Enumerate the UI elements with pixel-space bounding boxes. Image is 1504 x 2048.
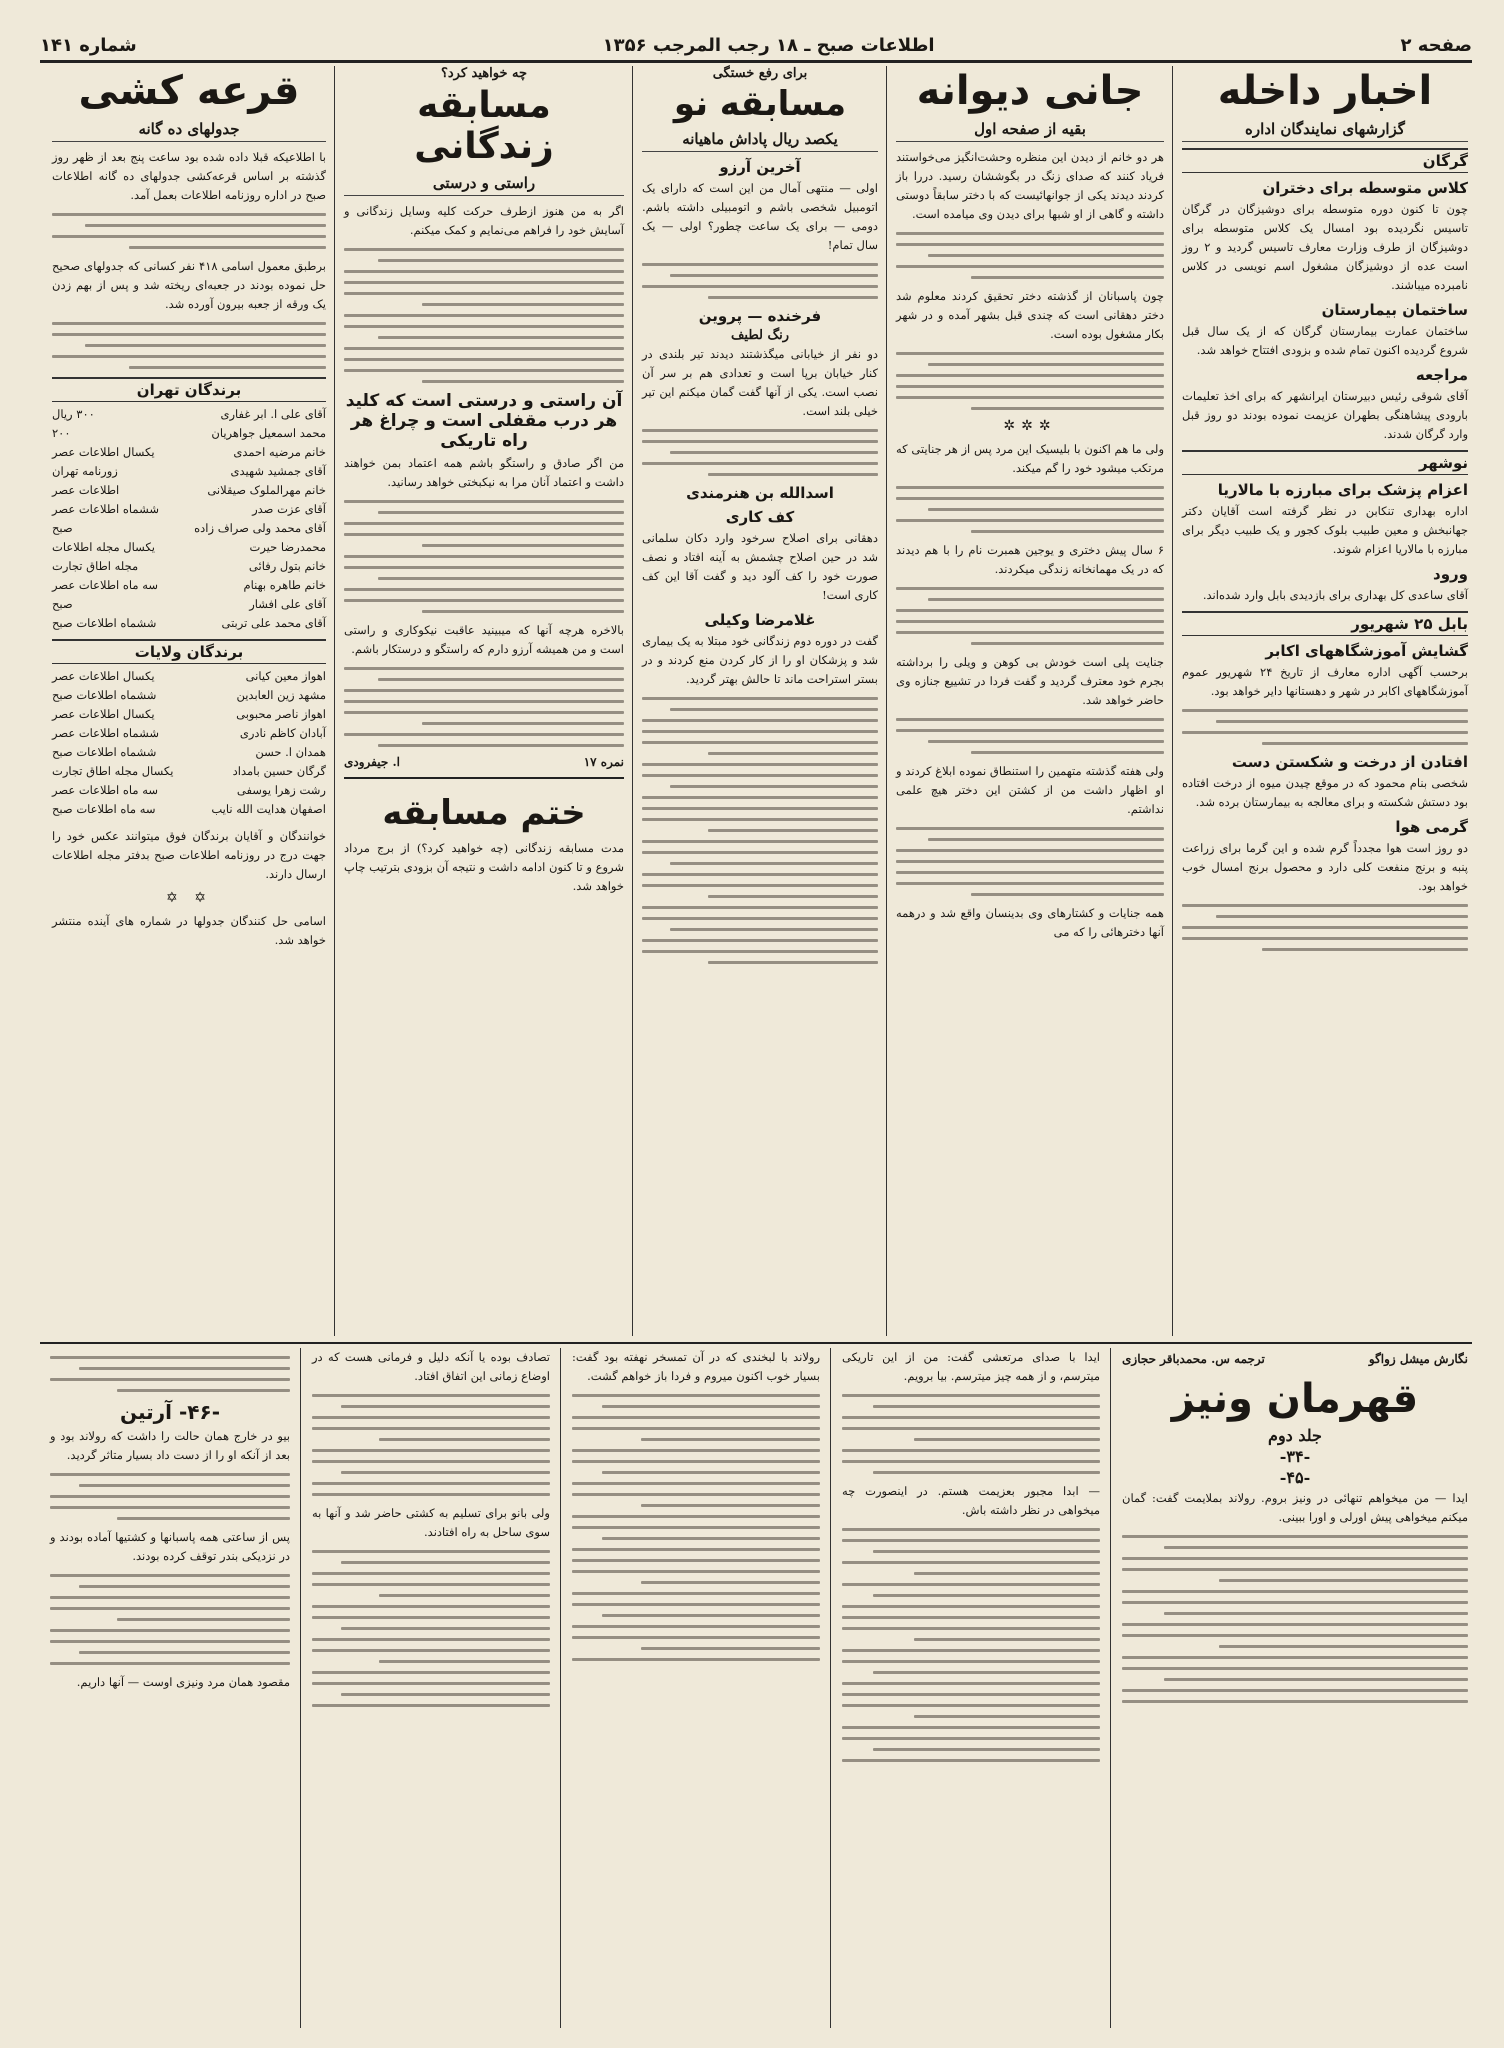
text-lines bbox=[1182, 904, 1468, 951]
headline: اخبار داخله bbox=[1217, 68, 1433, 114]
winner-prize: ششماه اطلاعات صبح bbox=[52, 616, 157, 630]
text-lines bbox=[896, 352, 1164, 410]
winner-name: آقای علی ا. ابر غفاری bbox=[220, 407, 326, 421]
news-title: کلاس متوسطه برای دختران bbox=[1262, 179, 1468, 197]
winner-prize: سه ماه اطلاعات عصر bbox=[52, 578, 159, 592]
text-lines bbox=[312, 1550, 550, 1707]
winner-name: مشهد زین العابدین bbox=[236, 688, 326, 702]
winner-prize: ۳۰۰ ریال bbox=[52, 407, 95, 421]
kicker: چه خواهید کرد؟ bbox=[440, 66, 528, 81]
winner-prize: ششماه اطلاعات عصر bbox=[52, 502, 159, 516]
winner-row bbox=[52, 781, 326, 800]
text-lines bbox=[896, 232, 1164, 279]
story-text: همه جنایات و کشتارهای وی بدینسان واقع شد و درهمه آنها دخترهائی را که می bbox=[896, 906, 1164, 939]
winner-prize: ششماه اطلاعات عصر bbox=[52, 726, 159, 740]
footnote: اسامی حل کنندگان جدولها در شماره های آینده منتشر خواهد شد. bbox=[52, 914, 326, 947]
winner-row bbox=[52, 686, 326, 705]
serial-subchapter: -۴۵- bbox=[1279, 1468, 1311, 1487]
news-title: ورود bbox=[1433, 565, 1468, 583]
news-text: دو روز است هوا مجدداً گرم شده و این گرما برای زراعت پنبه و برنج منفعت کلی دارد و محصول برنج امسال خوب خواهد بود. bbox=[1182, 841, 1468, 893]
text-lines bbox=[312, 1394, 550, 1496]
winners-list bbox=[52, 667, 326, 819]
winner-row bbox=[52, 724, 326, 743]
text-lines bbox=[896, 827, 1164, 896]
serial-volume: جلد دوم bbox=[1268, 1426, 1322, 1445]
serial-chapter: -۳۴- bbox=[1279, 1447, 1311, 1466]
text-lines bbox=[896, 587, 1164, 645]
text-lines bbox=[344, 248, 624, 383]
serial-text: رولاند با لبخندی که در آن تمسخر نهفته بود گفت: بسیار خوب اکنون میروم و فردا باز خواهم گشت. bbox=[572, 1350, 820, 1383]
story-text: گفت در دوره دوم زندگانی خود مبتلا به یک بیماری شد و پزشکان او را از کار کردن منع کردند و در بستر استراحت ماند تا حالش بهتر گردید. bbox=[642, 634, 878, 687]
text-lines bbox=[642, 697, 878, 964]
winner-prize: مجله اطاق تجارت bbox=[52, 559, 139, 573]
story-text: چون پاسبانان از گذشته دختر تحقیق کردند معلوم شد دختر دهقانی است که چندی قبل بشهر آمده و در شهر بکار مشغول بوده است. bbox=[896, 289, 1164, 341]
winner-row bbox=[52, 519, 326, 538]
column-rule bbox=[300, 1348, 301, 2028]
masthead bbox=[40, 30, 1472, 63]
serial-column-5 bbox=[40, 1348, 300, 2028]
column-rule bbox=[560, 1348, 561, 2028]
story-text: ولی ما هم اکنون با بلیسیک این مرد پس از هر جنایتی که مرتکب میشود خود را گم میکند. bbox=[896, 442, 1164, 475]
winner-row bbox=[52, 557, 326, 576]
text-lines bbox=[642, 429, 878, 476]
story-title: آخرین آرزو bbox=[719, 158, 801, 177]
news-title: ساختمان بیمارستان bbox=[1321, 301, 1468, 319]
story-author: اسدالله بن هنرمندی bbox=[686, 484, 834, 503]
winner-name: اصفهان هدایت الله نایب bbox=[211, 802, 326, 816]
story-text: دو نفر از خیابانی میگذشتند دیدند تیر بلندی در کنار خیابان برپا است و تعدادی هم بر سر آن نصب است. یکی از آنها گفت گمان میکنم این تیر خیلی بلند است. bbox=[642, 347, 878, 419]
text-lines bbox=[50, 1574, 290, 1665]
story-title: فرخنده — پروین bbox=[698, 307, 822, 326]
subheadline: جدولهای ده گانه bbox=[52, 120, 326, 142]
story-text: ولی هفته گذشته متهمین را استنطاق نموده ابلاغ کردند و او اظهار داشت من از کشتن این دختر هیچ علمی نداشتم. bbox=[896, 764, 1164, 816]
serial-column-4 bbox=[302, 1348, 560, 2028]
winner-name: اهواز معین کیانی bbox=[245, 669, 326, 683]
subheadline: یکصد ریال پاداش ماهیانه bbox=[642, 130, 878, 152]
winner-row bbox=[52, 576, 326, 595]
headline: قرعه کشی bbox=[78, 68, 300, 114]
ornament: ✡ ✡ bbox=[166, 890, 212, 906]
winner-prize: صبح bbox=[52, 597, 73, 611]
text-lines bbox=[1182, 709, 1468, 745]
winner-prize: ششماه اطلاعات صبح bbox=[52, 745, 157, 759]
city-heading: گرگان bbox=[1182, 148, 1468, 173]
headline: مسابقه زندگانی bbox=[414, 85, 554, 168]
winner-row bbox=[52, 614, 326, 633]
winner-prize: اطلاعات عصر bbox=[52, 483, 120, 497]
winner-row bbox=[52, 705, 326, 724]
column-lottery bbox=[44, 64, 334, 1340]
winner-name: آبادان کاظم نادری bbox=[239, 726, 326, 740]
page-rule bbox=[40, 1342, 1472, 1344]
pull-quote: آن راستی و درستی است که کلید هر درب مقفلی است و چراغ هر راه تاریکی bbox=[345, 390, 623, 451]
winner-row bbox=[52, 424, 326, 443]
news-text: شخصی بنام محمود که در موقع چیدن میوه از درخت افتاده بود دستش شکسته و برای معالجه به بیمارستان برده شد. bbox=[1182, 776, 1468, 809]
winner-name: اهواز ناصر محبوبی bbox=[236, 707, 326, 721]
winner-name: آقای جمشید شهیدی bbox=[230, 464, 326, 478]
winner-row bbox=[52, 538, 326, 557]
story-title: کف کاری bbox=[725, 508, 795, 527]
winner-name: محمد اسمعیل جواهریان bbox=[211, 426, 326, 440]
contest-end-title: ختم مسابقه bbox=[382, 792, 586, 833]
winner-name: خانم مرضیه احمدی bbox=[233, 445, 326, 459]
text-lines bbox=[50, 1356, 290, 1392]
story-text: دهقانی برای اصلاح سرخود وارد دکان سلمانی شد در حین اصلاح چشمش به آینه افتاد و نصف صورت خود را کف آلود دید و گفت آقا این کف کاری است! bbox=[642, 531, 878, 603]
winner-name: خانم بتول رفائی bbox=[248, 559, 326, 573]
winner-row bbox=[52, 762, 326, 781]
serial-text: پس از ساعتی همه پاسبانها و کشتیها آماده بودند و در نزدیکی بندر توقف کرده بودند. bbox=[50, 1530, 290, 1563]
serial-column-2 bbox=[832, 1348, 1110, 2028]
story-text: هر دو خانم از دیدن این منظره وحشت‌انگیز می‌خواستند فریاد کنند که صدای زنگ در بگوششان رسید. دررا باز کردند دیدند یکی از جوانهائیست که با دختر سابقاً دوستی داشته و گاهی از او شبها برای دیدن وی میامده است. bbox=[896, 150, 1164, 221]
story-subtitle: رنگ لطیف bbox=[730, 328, 790, 344]
story-text: من اگر صادق و راستگو باشم همه اعتماد بمن خواهند داشت و اعتماد آنان مرا به نیکبختی خواهد رسانید. bbox=[344, 455, 624, 489]
text-lines bbox=[896, 486, 1164, 533]
winner-row bbox=[52, 800, 326, 819]
column-rule bbox=[1110, 1348, 1111, 2028]
news-title: اعزام پزشک برای مبارزه با مالاریا bbox=[1217, 481, 1468, 499]
news-title: مراجعه bbox=[1415, 366, 1468, 384]
winner-row bbox=[52, 462, 326, 481]
winner-row bbox=[52, 743, 326, 762]
winner-prize: ۲۰۰ bbox=[52, 426, 71, 440]
page-number: صفحه ۲ bbox=[1400, 34, 1472, 56]
author-credit: نگارش میشل زواگو bbox=[1368, 1352, 1468, 1366]
winner-prize: سه ماه اطلاعات صبح bbox=[52, 802, 156, 816]
headline: مسابقه نو bbox=[673, 84, 847, 124]
winner-name: گرگان حسین بامداد bbox=[232, 764, 326, 778]
serial-column-3 bbox=[562, 1348, 830, 2028]
chapter-heading: -۴۶- آرتین bbox=[119, 1400, 221, 1424]
winner-row bbox=[52, 405, 326, 424]
serial-credits bbox=[1122, 1352, 1468, 1366]
winner-row bbox=[52, 667, 326, 686]
column-rule bbox=[830, 1348, 831, 2028]
news-title: گرمی هوا bbox=[1395, 818, 1468, 836]
story-text: اولی — منتهی آمال من این است که دارای یک اتومبیل شخصی باشم و اتومبیلی داشته باشم. دومی — برای یک ساعت چطور؟ اولی — یک سال تمام! bbox=[642, 181, 878, 253]
text-lines bbox=[572, 1394, 820, 1661]
dateline: بابل ۲۵ شهریور bbox=[1182, 611, 1468, 636]
text-lines bbox=[842, 1394, 1100, 1474]
subheadline: گزارشهای نمایندگان اداره bbox=[1182, 120, 1468, 142]
winner-prize: سه ماه اطلاعات عصر bbox=[52, 783, 159, 797]
column-internal-news bbox=[1174, 64, 1476, 1340]
serial-text: ایدا — من میخواهم تنهائی در ونیز بروم. رولاند بملایمت گفت: گمان میکنم میخواهی پیش اورلی و اورا ببینی. bbox=[1122, 1491, 1468, 1524]
news-text: آقای شوقی رئیس دبیرستان ایرانشهر که برای اخذ تعلیمات بارودی پیشاهنگی بطهران عزیمت نموده بودند دو روز قبل وارد گرگان شدند. bbox=[1182, 389, 1468, 441]
column-rule bbox=[886, 66, 887, 1336]
serial-text: — ابدا مجبور بعزیمت هستم. در اینصورت چه میخواهی در نظر داشته باش. bbox=[842, 1484, 1100, 1517]
news-text: برحسب آگهی اداره معارف از تاریخ ۲۴ شهریور عموم آموزشگاههای اکابر در شهر و دهستانها دایر خواهد بود. bbox=[1182, 665, 1468, 698]
serial-text: ایدا با صدای مرتعشی گفت: من از این تاریکی میترسم، و از همه چیز میترسم. بیا برویم. bbox=[842, 1350, 1100, 1383]
news-text: آقای ساعدی کل بهداری برای بازدیدی بابل وارد شده‌اند. bbox=[1202, 588, 1468, 602]
serial-text: ولی بانو برای تسلیم به کشتی حاضر شد و آنها به سوی ساحل به راه افتادند. bbox=[312, 1506, 550, 1539]
section-heading: برندگان تهران bbox=[52, 377, 326, 402]
story-text: مدت مسابقه زندگانی (چه خواهید کرد؟) از برج مرداد شروع و تا کنون ادامه داشت و نتیجه آن بزودی بترتیب چاپ خواهد شد. bbox=[344, 840, 624, 893]
signature-row bbox=[344, 755, 624, 769]
story-text: با اطلاعیکه قبلا داده شده بود ساعت پنج بعد از ظهر روز گذشته بر اساس قرعه‌کشی جدولهای ده گانه اطلاعات صبح در اداره روزنامه اطلاعات بعمل آمد. bbox=[52, 150, 326, 202]
continued-note: بقیه از صفحه اول bbox=[896, 120, 1164, 142]
winner-row bbox=[52, 443, 326, 462]
winner-name: همدان ا. حسن bbox=[255, 745, 326, 759]
news-title: افتادن از درخت و شکستن دست bbox=[1231, 753, 1468, 771]
winner-prize: زورنامه تهران bbox=[52, 464, 118, 478]
news-text: ساختمان عمارت بیمارستان گرگان که از یک سال قبل شروع گردیده اکنون تمام شده و بزودی افتتاح خواهد شد. bbox=[1182, 324, 1468, 357]
story-text: خوانندگان و آقایان برندگان فوق میتوانند عکس خود را جهت درج در روزنامه اطلاعات صبح بدفتر مجله اطلاعات ارسال دارند. bbox=[52, 829, 326, 881]
column-rule bbox=[632, 66, 633, 1336]
text-lines bbox=[344, 500, 624, 613]
story-text: بالاخره هرچه آنها که میبینید عاقبت نیکوکاری و راستی است و من همیشه آرزو دارم که راستگو و درستکار باشم. bbox=[344, 622, 624, 656]
text-lines bbox=[52, 322, 326, 369]
column-life-contest bbox=[336, 64, 632, 1340]
serial-text: مقصود همان مرد ونیزی اوست — آنها داریم. bbox=[76, 1675, 290, 1689]
headline: جانی دیوانه bbox=[916, 68, 1144, 114]
winner-prize: یکسال اطلاعات عصر bbox=[52, 669, 155, 683]
column-new-contest bbox=[634, 64, 886, 1340]
serial-title: قهرمان ونیز bbox=[1171, 1376, 1419, 1422]
city-heading: نوشهر bbox=[1182, 450, 1468, 475]
news-text: اداره بهداری تنکابن در نظر گرفته است آقایان دکتر جهانبخش و معین طبیب بلوک کجور و یک طبیب دیگر برای مبارزه با مالاریا اعزام شوند. bbox=[1182, 504, 1468, 556]
text-lines bbox=[52, 213, 326, 249]
winner-prize: یکسال اطلاعات عصر bbox=[52, 445, 155, 459]
column-rule bbox=[1172, 66, 1173, 1336]
section-rule bbox=[344, 777, 624, 779]
entry-number: نمره ۱۷ bbox=[583, 754, 624, 769]
serial-column-1 bbox=[1112, 1348, 1478, 2028]
text-lines bbox=[842, 1528, 1100, 1762]
news-title: گشایش آموزشگاههای اکابر bbox=[1265, 642, 1468, 660]
winner-row bbox=[52, 481, 326, 500]
winner-name: رشت زهرا یوسفی bbox=[236, 783, 326, 797]
text-lines bbox=[344, 667, 624, 747]
ornament: ✲✲✲ bbox=[1003, 418, 1057, 434]
winner-prize: یکسال اطلاعات عصر bbox=[52, 707, 155, 721]
text-lines bbox=[642, 263, 878, 299]
winner-name: آقای محمد علی تربتی bbox=[221, 616, 326, 630]
winner-prize: صبح bbox=[52, 521, 73, 535]
story-text: جنایت پلی است خودش بی کوهن و ویلی را برداشته بجرم خود معترف گردید و گفت فردا در تشییع جنازه وی حاضر خواهد شد. bbox=[896, 655, 1164, 707]
serial-text: بیو در خارج همان حالت را داشت که رولاند بود و بعد از آنکه او را از دست داد بسیار متاثر گردید. bbox=[50, 1429, 290, 1462]
story-text: ۶ سال پیش دختری و یوجین همبرت نام را با هم دیدند که در یک مهمانخانه زندگی میکردند. bbox=[896, 543, 1164, 576]
column-rule bbox=[334, 66, 335, 1336]
news-text: چون تا کنون دوره متوسطه برای دوشیزگان در گرگان تاسیس نگردیده بود امسال یک کلاس متوسطه برای دوشیزگان از طرف وزارت معارف تاسیس گردید و ۲ روز است عده از دوشیزگان مشغول اسم نویسی در کلاس نامبرده میباشند. bbox=[1182, 202, 1468, 292]
text-lines bbox=[896, 718, 1164, 754]
winner-prize: یکسال مجله اطلاعات bbox=[52, 540, 155, 554]
text-lines bbox=[50, 1473, 290, 1520]
winner-row bbox=[52, 500, 326, 519]
text-lines bbox=[1122, 1535, 1468, 1703]
winner-name: آقای محمد ولی صراف زاده bbox=[194, 521, 326, 535]
winner-prize: یکسال مجله اطاق تجارت bbox=[52, 764, 174, 778]
column-crime-story bbox=[888, 64, 1172, 1340]
winner-name: آقای علی افشار bbox=[249, 597, 326, 611]
winner-prize: ششماه اطلاعات صبح bbox=[52, 688, 157, 702]
subheadline: راستی و درستی bbox=[344, 174, 624, 196]
winner-name: خانم مهرالملوک صیقلانی bbox=[207, 483, 326, 497]
masthead-date: اطلاعات صبح ـ ۱۸ رجب المرجب ۱۳۵۶ bbox=[602, 34, 935, 56]
winner-name: آقای عزت صدر bbox=[252, 502, 326, 516]
story-text: برطبق معمول اسامی ۴۱۸ نفر کسانی که جدولهای صحیح حل نموده بودند در جعبه‌ای ریخته شد و پس از بهم زدن یک ورقه از جعبه بیرون آورده شد. bbox=[52, 259, 326, 311]
winner-name: خانم طاهره بهنام bbox=[243, 578, 326, 592]
story-text: اگر به من هنوز ازطرف حرکت کلیه وسایل زندگانی و آسایش خود را فراهم می‌نمایم و کمک میکنم. bbox=[344, 203, 624, 237]
kicker: برای رفع خستگی bbox=[712, 66, 808, 81]
translator-credit: ترجمه س. محمدباقر حجازی bbox=[1122, 1352, 1265, 1366]
winners-list bbox=[52, 405, 326, 633]
winner-row bbox=[52, 595, 326, 614]
serial-text: تصادف بوده یا آنکه دلیل و فرمانی هست که در اوضاع زمانی این اتفاق افتاد. bbox=[312, 1350, 550, 1383]
section-heading: برندگان ولایات bbox=[52, 639, 326, 664]
story-author: غلامرضا وکیلی bbox=[704, 611, 816, 630]
author-name: ا. جیفرودی bbox=[344, 754, 400, 769]
winner-name: محمدرضا حیرت bbox=[249, 540, 326, 554]
issue-number: شماره ۱۴۱ bbox=[40, 34, 137, 56]
